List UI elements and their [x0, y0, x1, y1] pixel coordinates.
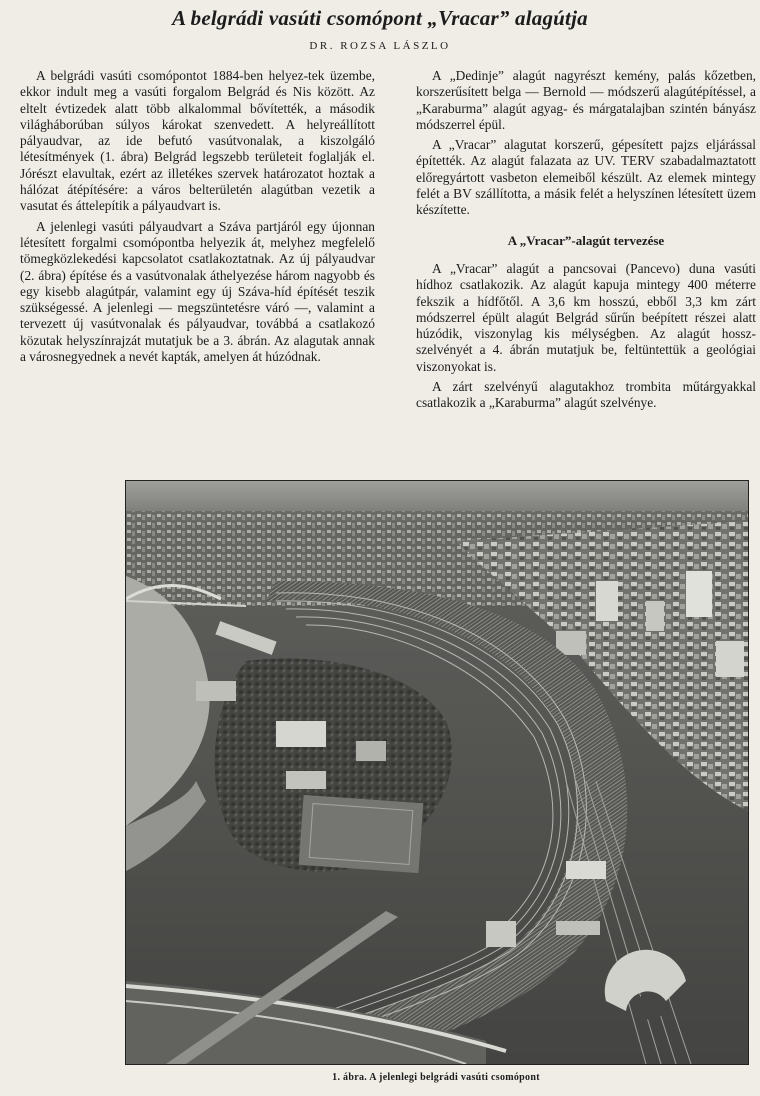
section-heading: A „Vracar”-alagút tervezése: [507, 232, 665, 248]
aerial-photo-illustration: [126, 481, 748, 1064]
right-column: [416, 68, 756, 412]
paragraph: A belgrádi vasúti csomópontot 1884-ben helyez-tek üzembe, ekkor indult meg a vasúti forgalom Belgrád és Nis között. Az eltelt évtizedek alatt több alkalommal bővítették, a második világháborúban súlyos károkat szenvedett. A helyreállított pályaudvar, az ide befutó vasútvonalak, a kiszolgáló létesítmények (1. ábra) Belgrád legszebb területeit foglalják el. Jórészt elavultak, ezért az illetékes szervek határozatot hoztak a hálózat átépítésére: a város belterületén alagútban vezetik a vasutat és áttelepítik a pályaudvart is.: [20, 68, 375, 214]
paragraph: A zárt szelvényű alagutakhoz trombita műtárgyakkal csatlakozik a „Karaburma” alagút szelvénye.: [416, 379, 756, 411]
figure-caption: 1. ábra. A jelenlegi belgrádi vasúti csomópont: [332, 1072, 540, 1083]
left-column: [20, 68, 375, 365]
paragraph: A „Vracar” alagutat korszerű, gépesített pajzs eljárással építették. Az alagút falazata az UV. TERV szabadalmaztatott előregyártott vasbeton elemeiből készült. Az elemek mintegy felét a BV szállította, a másik felét a helyszínen létesített üzem készítette.: [416, 137, 756, 218]
aerial-photo: [125, 480, 749, 1065]
paragraph: A jelenlegi vasúti pályaudvart a Száva partjáról egy újonnan létesített forgalmi csomópontba helyezik át, melyhez megfelelő tömegközlekedési kapcsolatot csatlakoztatnak. Az új pályaudvar (2. ábra) építése és a vasútvonalak áthelyezése három nagyobb és egy kisebb alagútpár, valamint egy új Száva-híd építését teszik szükségessé. A jelenlegi — megszüntetésre váró —, valamint a tervezett új vasútvonalak és pályaudvar, továbbá a csatlakozó közutak helyszínrajzát mutatjuk be a 3. ábrán. Az alagutak annak a városnegyednek a nevét kapták, amelyen át húzódnak.: [20, 218, 375, 365]
article-title: A belgrádi vasúti csomópont „Vracar” alagútja: [172, 6, 588, 30]
author-line: DR. ROZSA LÁSZLO: [309, 40, 451, 52]
paragraph: A „Vracar” alagút a pancsovai (Pancevo) duna vasúti hídhoz csatlakozik. Az alagút kapuja mintegy 400 méterre fekszik a hídfőtől. A 3,6 km hosszú, ebből 3,3 km zárt módszerrel épült alagút Belgrád sűrűn beépített részei alatt húzódik, viszonylag kis mélységben. Az alagút hossz-szelvényét a 4. ábrán mutatjuk be, feltüntettük a geológiai viszonyokat is.: [416, 260, 756, 374]
paragraph: A „Dedinje” alagút nagyrészt kemény, palás kőzetben, korszerűsített belga — Bernold — módszerű alagútépítéssel, a „Karaburma” alagút agyag- és márgatalajban szintén bányász módszerrel épül.: [416, 68, 756, 132]
